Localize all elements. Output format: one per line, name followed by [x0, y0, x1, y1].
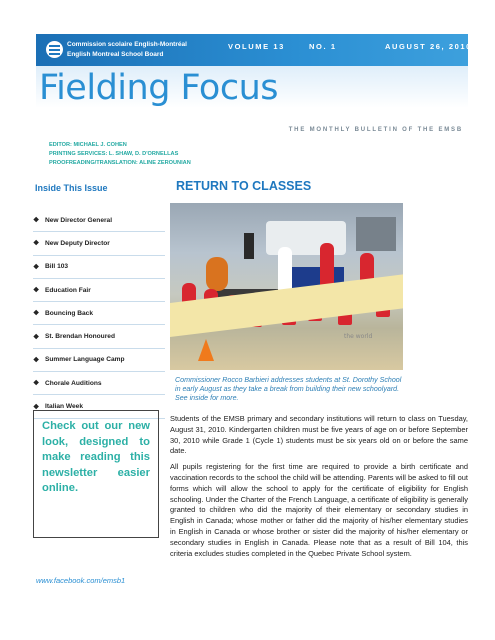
toc-item-label: Education Fair [45, 286, 91, 294]
speaker-person [278, 247, 292, 291]
toc-item-label: New Director General [45, 216, 113, 224]
promo-box [33, 410, 159, 538]
speaker-stand [244, 233, 254, 259]
org-name-french: Commission scolaire English-Montréal [67, 41, 187, 48]
org-name-english: English Montreal School Board [67, 51, 164, 58]
article-photo [170, 203, 403, 370]
credit-editor-name: MICHAEL J. COHEN [73, 142, 127, 148]
diamond-bullet-icon: ❖ [33, 217, 40, 225]
volume-label: VOLUME 13 [228, 42, 285, 51]
credit-editor-label: EDITOR: [49, 142, 72, 148]
mural-writing: the world [344, 333, 373, 340]
toc-item-bouncing-back[interactable] [33, 302, 165, 325]
toc-item-label: New Deputy Director [45, 239, 110, 247]
credit-proofreading-label: PROOFREADING/TRANSLATION: [49, 160, 138, 167]
credit-printing-label: PRINTING SERVICES: [49, 151, 108, 158]
diamond-bullet-icon: ❖ [33, 356, 40, 364]
newsletter-tagline: THE MONTHLY BULLETIN OF THE EMSB [288, 127, 463, 133]
credits [49, 141, 191, 169]
article-paragraph: Students of the EMSB primary and secondary institutions will return to class on Tuesday, August 31, 2010. Kindergarten children must be five years of age on or before September 30, 2010 while Grade 1 (Cycle 1) students must be six years old on or before the same date. [170, 414, 468, 456]
diamond-bullet-icon: ❖ [33, 240, 40, 248]
toc-item-label: Chorale Auditions [45, 379, 102, 387]
toc-item-label: Bouncing Back [45, 309, 93, 317]
issue-number: NO. 1 [309, 42, 337, 51]
credit-editor [49, 141, 191, 150]
credit-proofreading-name: ALINE ZEROUNIAN [139, 160, 191, 167]
photo-caption: Commissioner Rocco Barbieri addresses students at St. Dorothy School in early August as they take a break from building their new schoolyard. See inside for more. [175, 376, 402, 402]
toc-item-chorale-auditions[interactable] [33, 372, 165, 395]
toc-item-st-brendan-honoured[interactable] [33, 325, 165, 348]
inside-this-issue-heading: Inside This Issue [35, 183, 108, 193]
toc-item-label: Italian Week [45, 403, 83, 411]
credit-proofreading [49, 159, 191, 168]
issue-date: AUGUST 26, 2010 [385, 42, 472, 51]
toc-item-education-fair[interactable] [33, 279, 165, 302]
mascot [206, 257, 228, 291]
article-paragraph: All pupils registering for the first time are required to provide a birth certificate and vaccination records to the school the child will be attending. Parents will be asked to fill out forms which will allow the school to apply for the certificate of eligibility for English schooling. Under the Charter of the French Language, a certificate of eligibility is generally granted to children who did the majority of their elementary or secondary studies in English in Canada; whose mother or father did the majority of his/her elementary studies in English in Canada or whose brother or sister did the majority of his/her elementary or secondary studies in English in Canada. Please note that as a result of Bill 104, this criteria excludes studies completed in the Quebec Private School system. [170, 462, 468, 558]
diamond-bullet-icon: ❖ [33, 333, 40, 341]
background-window [356, 217, 396, 251]
credit-printing-names: L. SHAW, D. D'ORNELLAS [108, 151, 179, 158]
diamond-bullet-icon: ❖ [33, 403, 40, 411]
toc-item-label: Bill 103 [45, 263, 69, 271]
table-of-contents [33, 209, 165, 419]
newsletter-title: Fielding Focus [39, 68, 278, 108]
toc-item-summer-language-camp[interactable] [33, 349, 165, 372]
traffic-cone [198, 339, 214, 361]
diamond-bullet-icon: ❖ [33, 263, 40, 271]
toc-item-bill-103[interactable] [33, 256, 165, 279]
diamond-bullet-icon: ❖ [33, 380, 40, 388]
diamond-bullet-icon: ❖ [33, 287, 40, 295]
article-title: RETURN TO CLASSES [176, 179, 312, 193]
article-body [170, 414, 468, 564]
toc-item-new-deputy-director[interactable] [33, 232, 165, 255]
promo-text: Check out our new look, designed to make reading this newsletter easier online. [42, 420, 150, 494]
toc-item-new-director-general[interactable] [33, 209, 165, 232]
commissioner-person [320, 243, 334, 287]
credit-printing [49, 150, 191, 159]
toc-item-label: St. Brendan Honoured [45, 333, 115, 341]
diamond-bullet-icon: ❖ [33, 310, 40, 318]
emsb-logo-icon [46, 41, 63, 58]
facebook-link[interactable]: www.facebook.com/emsb1 [36, 576, 126, 585]
toc-item-label: Summer Language Camp [45, 356, 125, 364]
